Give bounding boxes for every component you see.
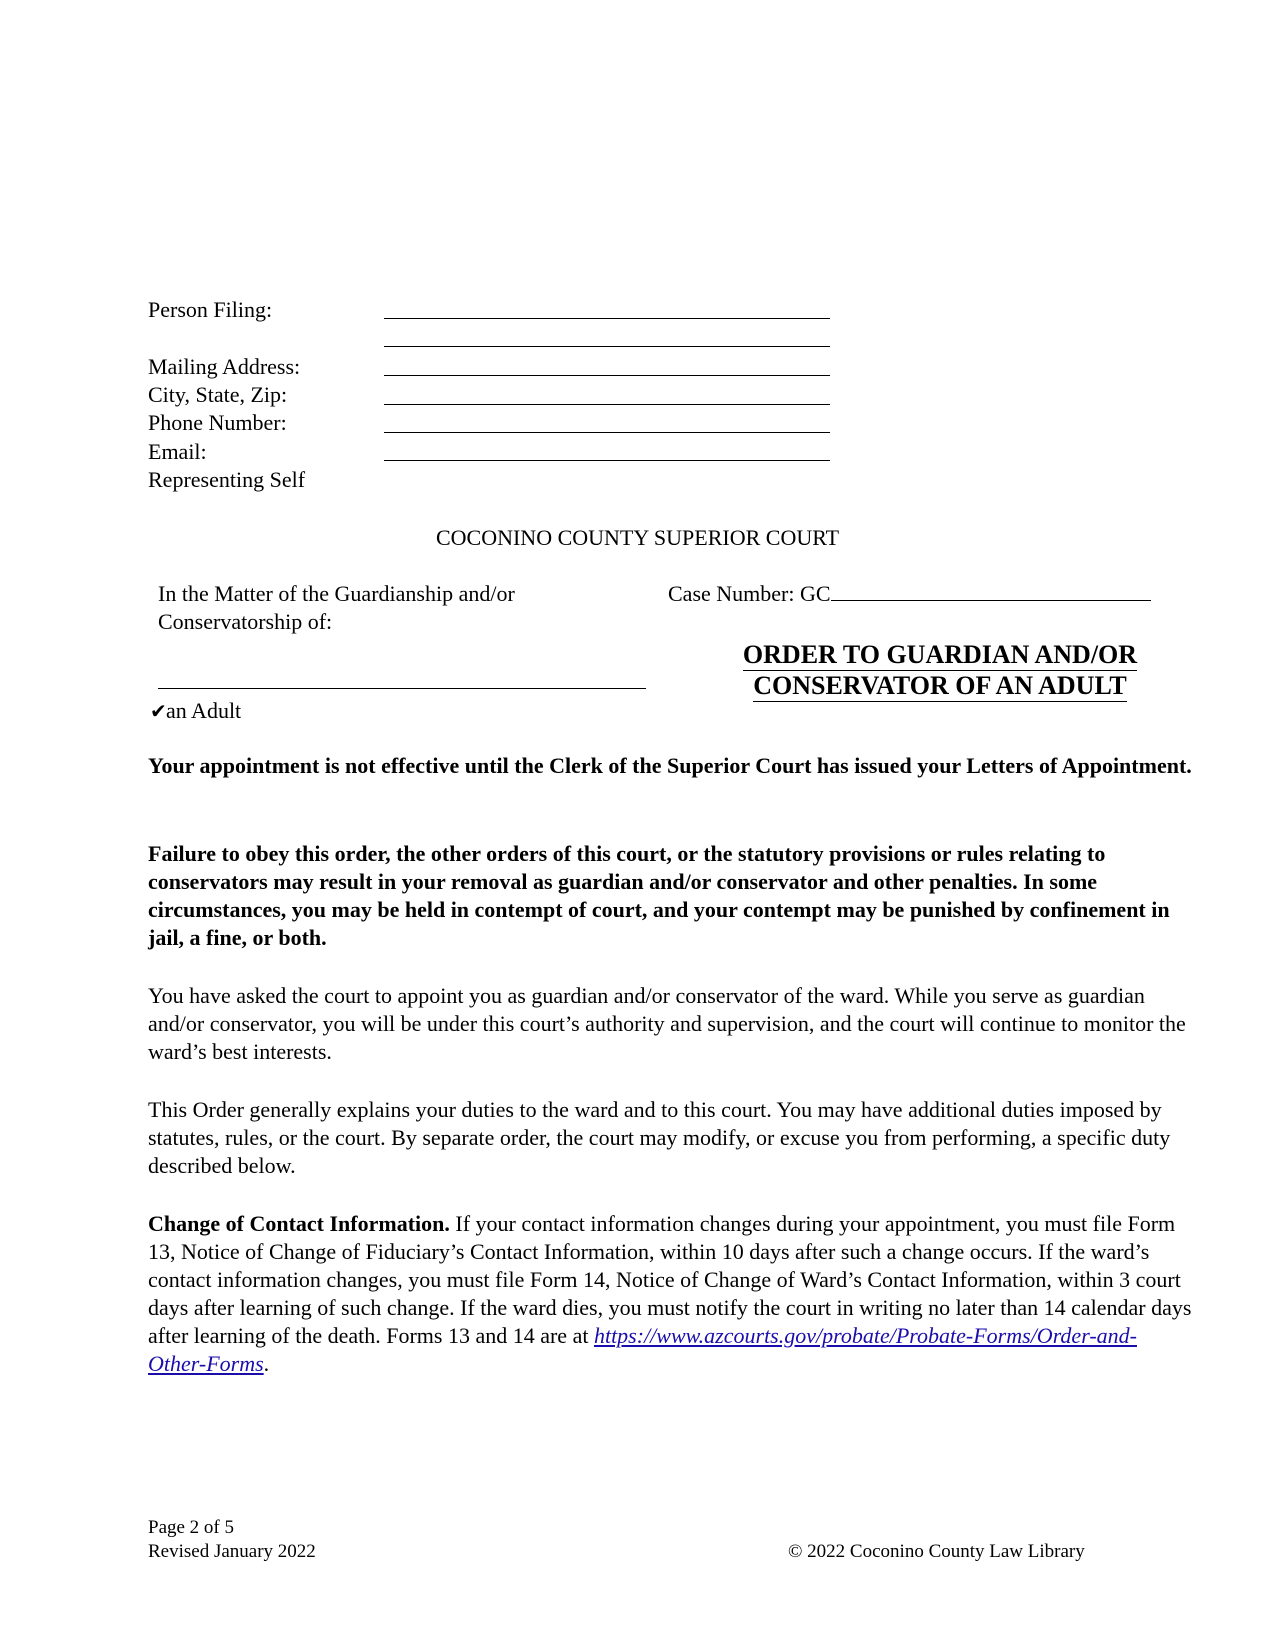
court-name: COCONINO COUNTY SUPERIOR COURT — [435, 525, 840, 550]
case-number-label: Case Number: GC — [668, 581, 831, 606]
city-state-zip-line[interactable] — [384, 404, 830, 405]
adult-label: an Adult — [166, 698, 242, 723]
email-label: Email: — [148, 439, 207, 464]
matter-line-2: Conservatorship of: — [158, 609, 333, 634]
asked-paragraph: You have asked the court to appoint you as guardian and/or conservator of the ward. While you serve as guardian and/or conservator, you will be under this court’s authority and supervision, and the court will continue to monitor the ward’s best interests. — [148, 983, 1186, 1064]
change-contact-end: . — [263, 1351, 270, 1376]
representing-label: Representing Self — [148, 467, 306, 492]
forms-link[interactable]: https://www.azcourts.gov/probate/Probate-Forms/Order-and-Other-Forms — [148, 1323, 1137, 1376]
person-filing-label: Person Filing: — [148, 297, 273, 322]
person-filing-line[interactable] — [384, 318, 830, 319]
change-contact-body: If your contact information changes during your appointment, you must file Form 13, Notice of Change of Fiduciary’s Contact Information, within 10 days after such a change occurs. If the ward’s contact information changes, you must file Form 14, Notice of Change of Ward’s Contact Information, within 3 court days after learning of such change. If the ward dies, you must notify the court in writing no later than 14 calendar days after learning of the death. Forms 13 and 14 are at — [148, 1211, 1192, 1348]
phone-number-line[interactable] — [384, 432, 830, 433]
revised-date: Revised January 2022 — [148, 1541, 316, 1562]
order-paragraph: This Order generally explains your duties to the ward and to this court. You may have additional duties imposed by statutes, rules, or the court. By separate order, the court may modify, or excuse you from performing, a specific duty described below. — [148, 1097, 1171, 1178]
page-number: Page 2 of 5 — [148, 1517, 235, 1538]
change-contact-heading: Change of Contact Information. — [148, 1211, 450, 1236]
order-title — [640, 640, 1240, 702]
phone-number-label: Phone Number: — [148, 410, 287, 435]
copyright: © 2022 Coconino County Law Library — [788, 1541, 1085, 1562]
city-state-zip-label: City, State, Zip: — [148, 382, 288, 407]
failure-notice: Failure to obey this order, the other orders of this court, or the statutory provisions or rules relating to conservators may result in your removal as guardian and/or conservator and other penalties. In some circumstances, you may be held in contempt of court, and your contempt may be punished by confinement in jail, a fine, or both. — [148, 841, 1170, 950]
change-contact-paragraph — [148, 1210, 1193, 1378]
ward-name-line[interactable] — [158, 688, 646, 689]
mailing-address-line[interactable] — [384, 375, 830, 376]
mailing-address-label: Mailing Address: — [148, 354, 301, 379]
case-number-row — [668, 580, 1151, 608]
adult-checkbox-row — [150, 697, 241, 725]
case-number-line[interactable] — [831, 580, 1151, 601]
matter-line-1: In the Matter of the Guardianship and/or — [158, 581, 515, 606]
email-line[interactable] — [384, 460, 830, 461]
appointment-notice: Your appointment is not effective until the Clerk of the Superior Court has issued your Letters of Appointment. — [148, 753, 1192, 778]
order-title-line-2: CONSERVATOR OF AN ADULT — [753, 671, 1127, 700]
order-title-line-1: ORDER TO GUARDIAN AND/OR — [742, 640, 1138, 669]
person-filing-line-2[interactable] — [384, 346, 830, 347]
check-icon[interactable]: ✔ — [150, 699, 167, 723]
